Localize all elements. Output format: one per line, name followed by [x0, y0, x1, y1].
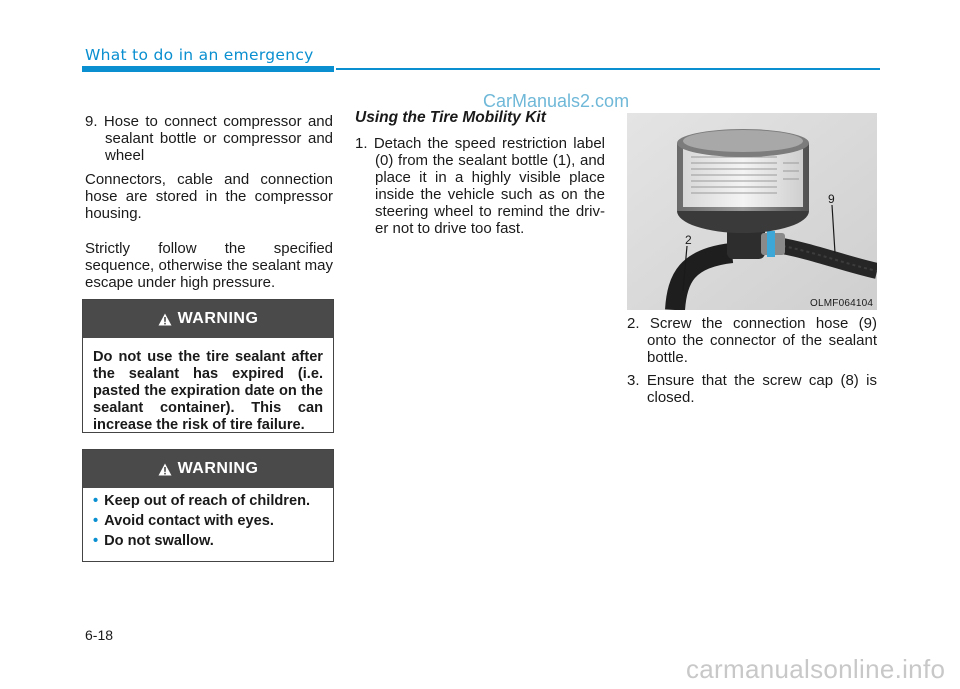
header-rule-thick: [82, 66, 334, 72]
subsection-heading: Using the Tire Mobility Kit: [355, 109, 546, 126]
warning-bullet-list: [93, 493, 323, 550]
bullet-item: • Keep out of reach of children.: [93, 493, 311, 509]
bullet-dot-icon: •: [93, 533, 99, 549]
callout-label-9: 9: [828, 192, 835, 206]
bullet-item: • Avoid contact with eyes.: [93, 513, 274, 529]
sealant-bottle-illustration: [627, 113, 877, 310]
step-2: 2. Screw the connection hose (9) onto the connector of the sealant bottle.: [627, 315, 877, 366]
sealant-bottle-photo: [627, 113, 877, 310]
list-item-9: 9. Hose to connect compressor and sealant bottle or compressor and wheel: [85, 113, 333, 164]
middle-column: [355, 135, 605, 237]
step-3: 3. Ensure that the screw cap (8) is closed.: [627, 372, 877, 406]
top-watermark: CarManuals2.com: [483, 91, 630, 111]
left-column: [85, 113, 333, 291]
paragraph-connectors: Connectors, cable and connection hose are stored in the compressor housing.: [85, 171, 333, 222]
step-1: 1. Detach the speed restriction label (0) from the sealant bottle (1), and place it in a highly visible place inside the vehicle such as on the steering wheel to remind the driv-er not to drive too fast.: [355, 135, 605, 237]
paragraph-sequence: Strictly follow the specified sequence, otherwise the sealant may escape under high pressure.: [85, 240, 333, 291]
section-title: What to do in an emergency: [85, 46, 314, 64]
warning-box-children: [82, 449, 334, 562]
page-number: 6-18: [85, 627, 114, 643]
warning-box-expired: [82, 299, 334, 433]
warning-header: [83, 300, 333, 338]
warning-header: [83, 450, 333, 488]
warning-body: Do not use the tire sealant after the sealant has expired (i.e. pasted the expiration date on the sealant container). This can increase the risk of tire failure.: [93, 349, 323, 433]
bullet-dot-icon: •: [93, 493, 99, 509]
bullet-dot-icon: •: [93, 513, 99, 529]
figure-code: OLMF064104: [810, 298, 874, 309]
footer-watermark: carmanualsonline.info: [686, 654, 946, 684]
warning-title: WARNING: [177, 460, 259, 477]
header-rule-thin: [336, 68, 880, 70]
warning-title: WARNING: [177, 310, 259, 327]
warning-triangle-icon: [158, 313, 172, 326]
callout-label-2: 2: [685, 233, 692, 247]
warning-triangle-icon: [158, 463, 172, 476]
warning-body: [83, 488, 333, 550]
right-column: [627, 315, 877, 406]
bullet-item: • Do not swallow.: [93, 533, 214, 549]
